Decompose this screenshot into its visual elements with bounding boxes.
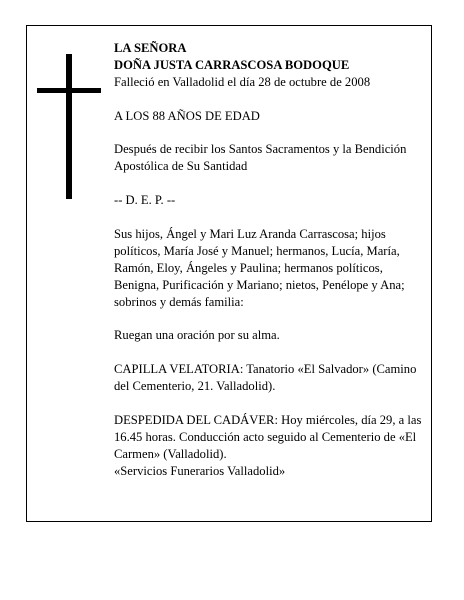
title-la-senora: LA SEÑORA (114, 41, 187, 55)
obituary-notice (26, 25, 432, 522)
family-text: Sus hijos, Ángel y Mari Luz Aranda Carrascosa; hijos políticos, María José y Manuel; hermanos, Lucía, María, Ramón, Eloy, Ángeles y Paulina; hermanos políticos, Benigna, Purificación y Mariano; nietos, Penélope y Ana; sobrinos y demás familia: (114, 226, 405, 309)
farewell-text: DESPEDIDA DEL CADÁVER: Hoy miércoles, día 29, a las 16.45 horas. Conducción acto seguido al Cementerio de «El Carmen» (Valladolid). (114, 412, 422, 461)
cross-vertical-bar (66, 54, 72, 199)
cross-horizontal-bar (37, 88, 101, 93)
death-date-place: Falleció en Valladolid el día 28 de octubre de 2008 (114, 74, 371, 89)
deceased-name: DOÑA JUSTA CARRASCOSA BODOQUE (114, 57, 350, 72)
chapel-text: CAPILLA VELATORIA: Tanatorio «El Salvador» (Camino del Cementerio, 21. Valladolid). (114, 362, 417, 394)
prayer-text: Ruegan una oración por su alma. (114, 328, 280, 343)
services-text: «Servicios Funerarios Valladolid» (114, 463, 286, 478)
notice-body (114, 40, 426, 479)
age-line: A LOS 88 AÑOS DE EDAD (114, 108, 260, 123)
cross-icon (37, 54, 101, 199)
dep-line: -- D. E. P. -- (114, 193, 176, 208)
sacraments-text: Después de recibir los Santos Sacramentos y la Bendición Apostólica de Su Santidad (114, 142, 407, 174)
